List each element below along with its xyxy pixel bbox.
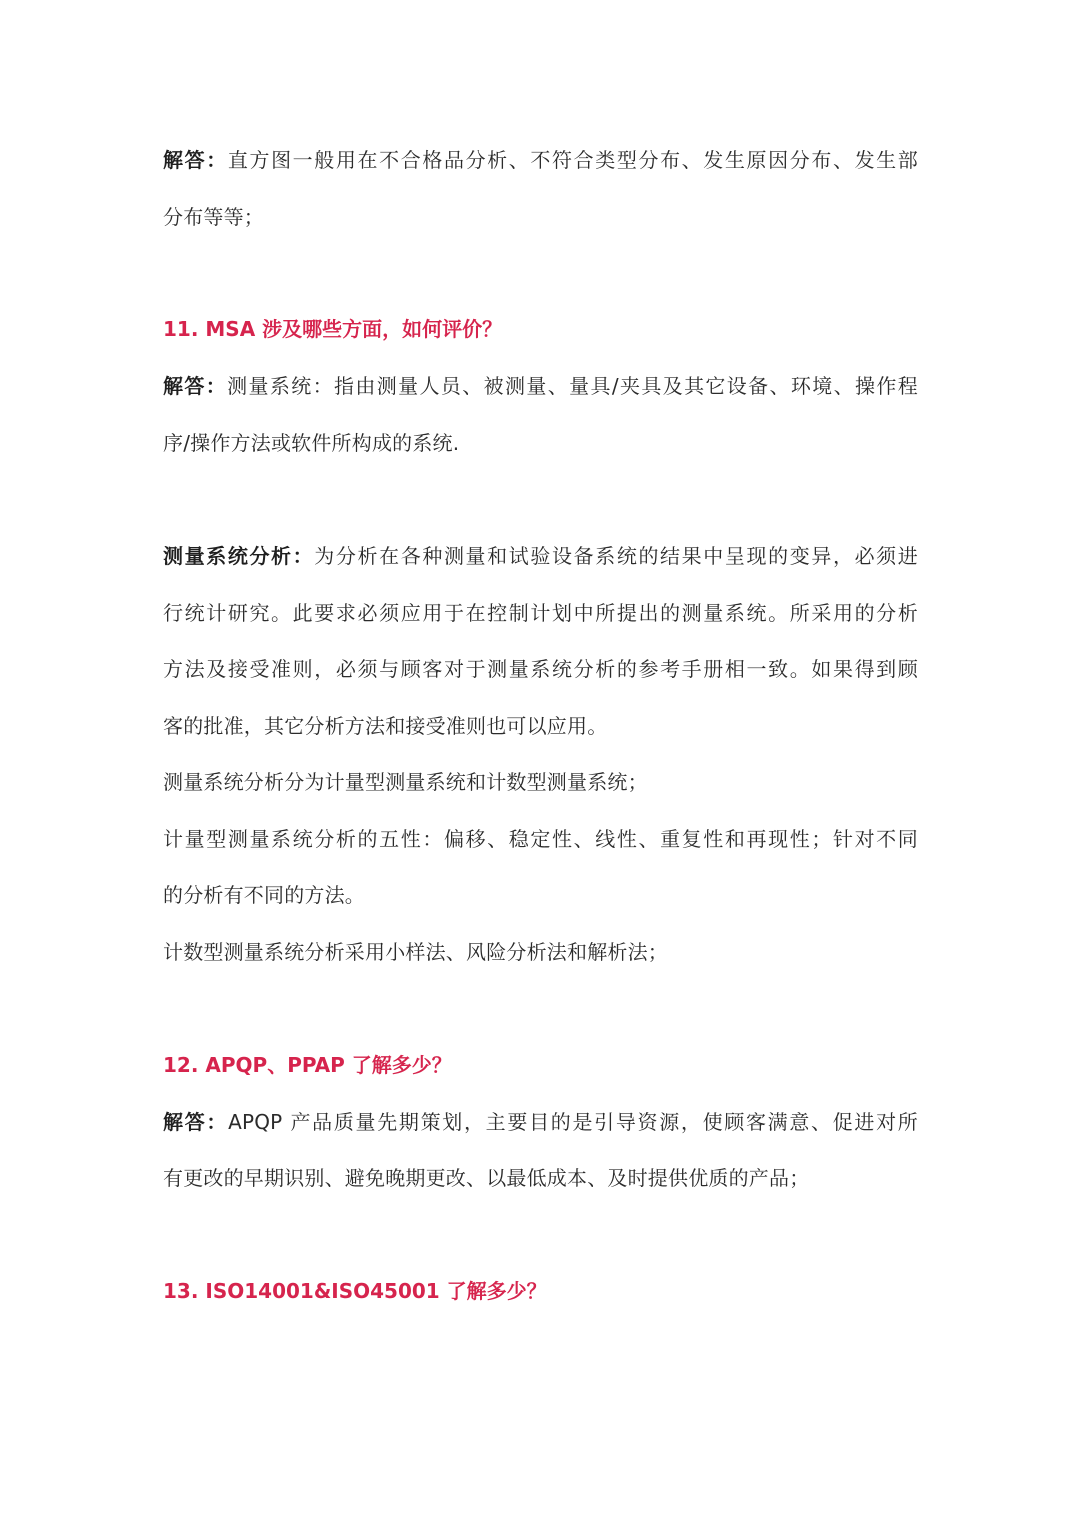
answer-text: APQP 产品质量先期策划，主要目的是引导资源，使顾客满意、促进对所	[228, 1110, 918, 1134]
msa-para3: 计数型测量系统分析采用小样法、风险分析法和解析法；	[163, 940, 668, 964]
msa-para2-line2: 的分析有不同的方法。	[163, 883, 365, 907]
answer10-line2: 分布等等；	[163, 205, 264, 229]
question-13-heading: 13. ISO14001&ISO45001 了解多少？	[163, 1279, 547, 1303]
msa-line4: 客的批准，其它分析方法和接受准则也可以应用。	[163, 714, 608, 738]
msa-line2: 行统计研究。此要求必须应用于在控制计划中所提出的测量系统。所采用的分析	[163, 601, 918, 625]
answer-text: 直方图一般用在不合格品分析、不符合类型分布、发生原因分布、发生部	[227, 148, 918, 172]
question-12-heading: 12. APQP、PPAP 了解多少？	[163, 1053, 452, 1077]
answer11-line2: 序/操作方法或软件所构成的系统.	[163, 431, 460, 455]
answer12-line2: 有更改的早期识别、避免晚期更改、以最低成本、及时提供优质的产品；	[163, 1166, 810, 1190]
msa-line3: 方法及接受准则，必须与顾客对于测量系统分析的参考手册相一致。如果得到顾	[163, 657, 918, 681]
answer-text: 测量系统：指由测量人员、被测量、量具/夹具及其它设备、环境、操作程	[227, 374, 918, 398]
answer-label: 解答：	[163, 148, 228, 172]
msa-text: 为分析在各种测量和试验设备系统的结果中呈现的变异，必须进	[314, 544, 918, 568]
answer12-line1	[163, 1107, 918, 1137]
answer-label: 解答：	[163, 374, 228, 398]
answer11-line1	[163, 371, 918, 401]
answer10-line1	[163, 145, 918, 175]
question-11-heading: 11. MSA 涉及哪些方面，如何评价？	[163, 317, 503, 341]
msa-line1	[163, 541, 918, 571]
answer-label: 解答：	[163, 1110, 229, 1134]
msa-para2-line1: 计量型测量系统分析的五性：偏移、稳定性、线性、重复性和再现性；针对不同	[163, 827, 918, 851]
msa-para1: 测量系统分析分为计量型测量系统和计数型测量系统；	[163, 770, 648, 794]
msa-label: 测量系统分析：	[163, 544, 315, 568]
